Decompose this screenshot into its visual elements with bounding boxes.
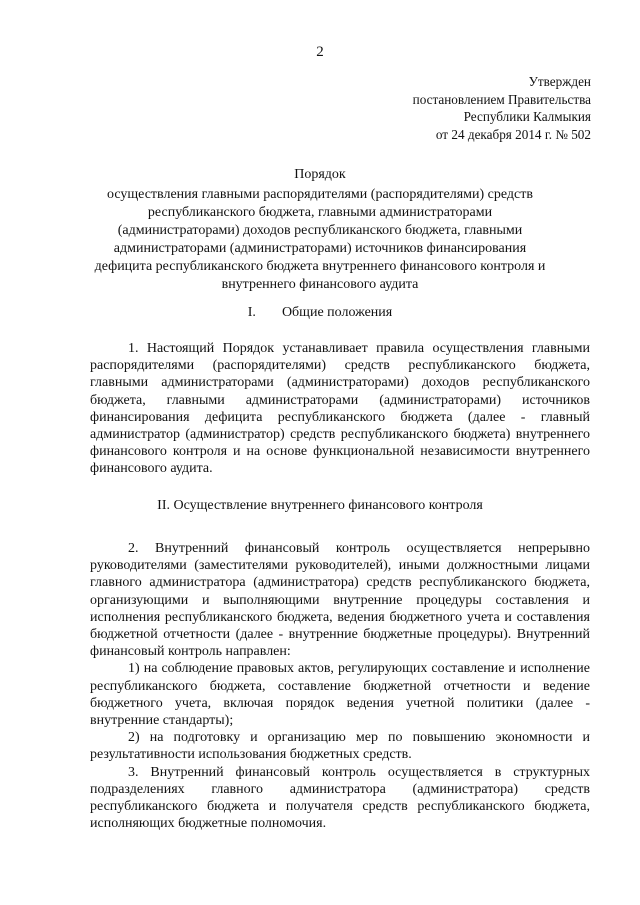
section-1-body [90,340,590,478]
paragraph: 2) на подготовку и организацию мер по повышению экономности и результативности использования бюджетных средств. [90,730,590,763]
approval-line: Утвержден [528,74,591,89]
document-title [90,166,550,294]
paragraph: 1. Настоящий Порядок устанавливает правила осуществления главными распорядителями (распорядителями) средств республиканского бюджета, главными администраторами (администраторами) доходов республиканского бюджета, главными администраторами (администраторами) источников финансирования дефицита республиканского бюджета (далее - главный администратор (администратор) средств республиканского бюджета) внутреннего финансового контроля и на основе функциональной независимости внутреннего финансового аудита. [90,341,590,477]
paragraph: 2. Внутренний финансовый контроль осуществляется непрерывно руководителями (заместителями руководителей), иными должностными лицами главного администратора (администратора) средств республиканского бюджета, организующими и выполняющими внутренние процедуры составления и исполнения республиканского бюджета, ведения бюджетного учета и составления бюджетной отчетности (далее - внутренние бюджетные процедуры). Внутренний финансовый контроль направлен: [90,541,590,660]
paragraph: 3. Внутренний финансовый контроль осуществляется в структурных подразделениях главного администратора (администратора) средств республиканского бюджета и получателя средств республиканского бюджета, исполняющих бюджетные полномочия. [90,764,590,832]
document-subtitle: осуществления главными распорядителями (распорядителями) средств республиканского бюджета, главными администраторами (администраторами) доходов республиканского бюджета, главными администраторами (администраторами) источников финансирования дефицита республиканского бюджета внутреннего финансового контроля и внутреннего финансового аудита [94,187,546,292]
approval-line: от 24 декабря 2014 г. № 502 [435,126,591,142]
section-title: Общие положения [281,305,393,320]
approval-line: постановлением Правительства [412,91,591,107]
section-number: I. [247,305,256,320]
section-heading-1 [0,305,640,321]
section-2-body [90,540,590,832]
approval-stamp [413,73,591,143]
paragraph: 1) на соблюдение правовых актов, регулирующих составление и исполнение республиканского бюджета, составление бюджетной отчетности и ведение бюджетного учета, включая порядок ведения учетной политики (далее - внутренние стандарты); [90,661,590,729]
document-heading: Порядок [294,167,346,182]
approval-line: Республики Калмыкия [463,109,591,124]
section-heading-2: II. Осуществление внутреннего финансового контроля [157,498,483,513]
page-number: 2 [316,44,324,60]
